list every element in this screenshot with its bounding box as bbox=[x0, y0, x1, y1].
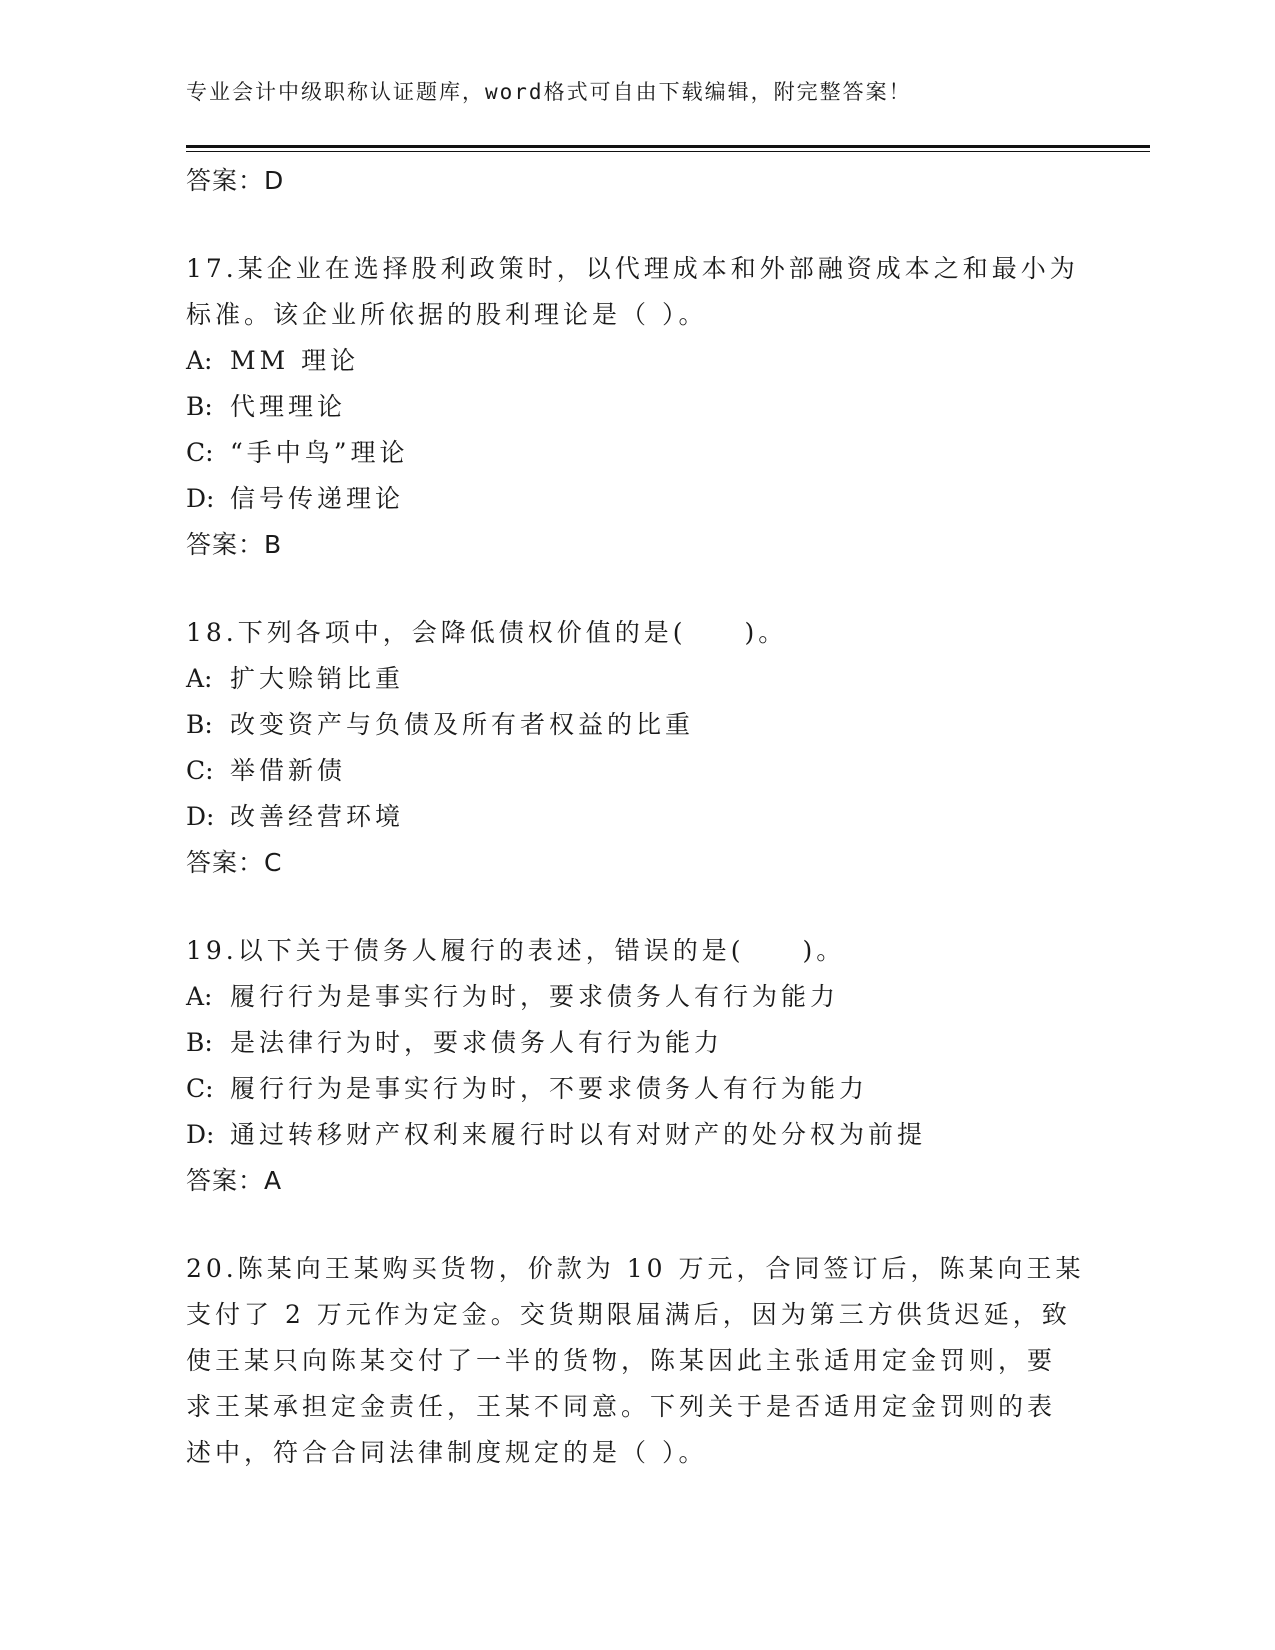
question-stem-line: 18.下列各项中，会降低债权价值的是( )。 bbox=[186, 618, 788, 647]
option-a bbox=[186, 338, 1076, 384]
option-text: 是法律行为时，要求债务人有行为能力 bbox=[230, 1028, 724, 1057]
question-stem-line: 述中，符合合同法律制度规定的是（ ）。 bbox=[186, 1438, 708, 1467]
question-19 bbox=[186, 928, 1076, 1204]
option-text: 履行行为是事实行为时，不要求债务人有行为能力 bbox=[230, 1074, 869, 1103]
header-divider-thick bbox=[186, 145, 1150, 148]
option-b bbox=[186, 384, 1076, 430]
option-text: 代理理论 bbox=[230, 392, 347, 421]
question-stem-line: 支付了 2 万元作为定金。交货期限届满后，因为第三方供货迟延，致 bbox=[186, 1300, 1071, 1329]
option-key: B: bbox=[186, 392, 213, 421]
option-key: D: bbox=[186, 1120, 215, 1149]
option-key: C: bbox=[186, 438, 214, 467]
question-stem-line: 求王某承担定金责任，王某不同意。下列关于是否适用定金罚则的表 bbox=[186, 1392, 1057, 1421]
question-18 bbox=[186, 610, 1076, 886]
option-text: 改善经营环境 bbox=[230, 802, 405, 831]
option-key: D: bbox=[186, 802, 215, 831]
option-text: MM 理论 bbox=[230, 346, 360, 375]
option-text: 扩大赊销比重 bbox=[230, 664, 405, 693]
question-20 bbox=[186, 1246, 1085, 1476]
option-key: A: bbox=[186, 346, 213, 375]
option-d bbox=[186, 794, 1076, 840]
option-b bbox=[186, 1020, 1076, 1066]
option-text: “手中鸟”理论 bbox=[230, 438, 409, 467]
option-c bbox=[186, 1066, 1076, 1112]
option-text: 举借新债 bbox=[230, 756, 347, 785]
option-a bbox=[186, 656, 1076, 702]
option-key: A: bbox=[186, 664, 213, 693]
option-key: C: bbox=[186, 756, 214, 785]
option-b bbox=[186, 702, 1076, 748]
question-17 bbox=[186, 246, 1079, 568]
answer-line: 答案：C bbox=[186, 848, 283, 877]
option-key: B: bbox=[186, 1028, 213, 1057]
option-key: B: bbox=[186, 710, 213, 739]
answer-line: 答案：B bbox=[186, 530, 283, 559]
option-key: C: bbox=[186, 1074, 214, 1103]
question-stem-line: 20.陈某向王某购买货物，价款为 10 万元，合同签订后，陈某向王某 bbox=[186, 1254, 1085, 1283]
header-divider-thin bbox=[186, 151, 1150, 152]
option-key: D: bbox=[186, 484, 215, 513]
question-list bbox=[186, 158, 1085, 1476]
option-a bbox=[186, 974, 1076, 1020]
option-d bbox=[186, 476, 1076, 522]
option-d bbox=[186, 1112, 1076, 1158]
option-key: A: bbox=[186, 982, 213, 1011]
question-stem-line: 17.某企业在选择股利政策时，以代理成本和外部融资成本之和最小为 bbox=[186, 254, 1079, 283]
option-text: 改变资产与负债及所有者权益的比重 bbox=[230, 710, 695, 739]
option-text: 通过转移财产权利来履行时以有对财产的处分权为前提 bbox=[230, 1120, 927, 1149]
option-text: 履行行为是事实行为时，要求债务人有行为能力 bbox=[230, 982, 840, 1011]
question-stem-line: 19.以下关于债务人履行的表述，错误的是( )。 bbox=[186, 936, 846, 965]
option-c bbox=[186, 430, 1076, 476]
question-stem-line: 使王某只向陈某交付了一半的货物，陈某因此主张适用定金罚则，要 bbox=[186, 1346, 1057, 1375]
option-c bbox=[186, 748, 1076, 794]
option-text: 信号传递理论 bbox=[230, 484, 405, 513]
answer-line: 答案：A bbox=[186, 1166, 283, 1195]
previous-answer: 答案：D bbox=[186, 166, 285, 195]
page-header: 专业会计中级职称认证题库，word格式可自由下载编辑，附完整答案！ bbox=[186, 80, 912, 104]
question-stem-line: 标准。该企业所依据的股利理论是（ ）。 bbox=[186, 300, 708, 329]
